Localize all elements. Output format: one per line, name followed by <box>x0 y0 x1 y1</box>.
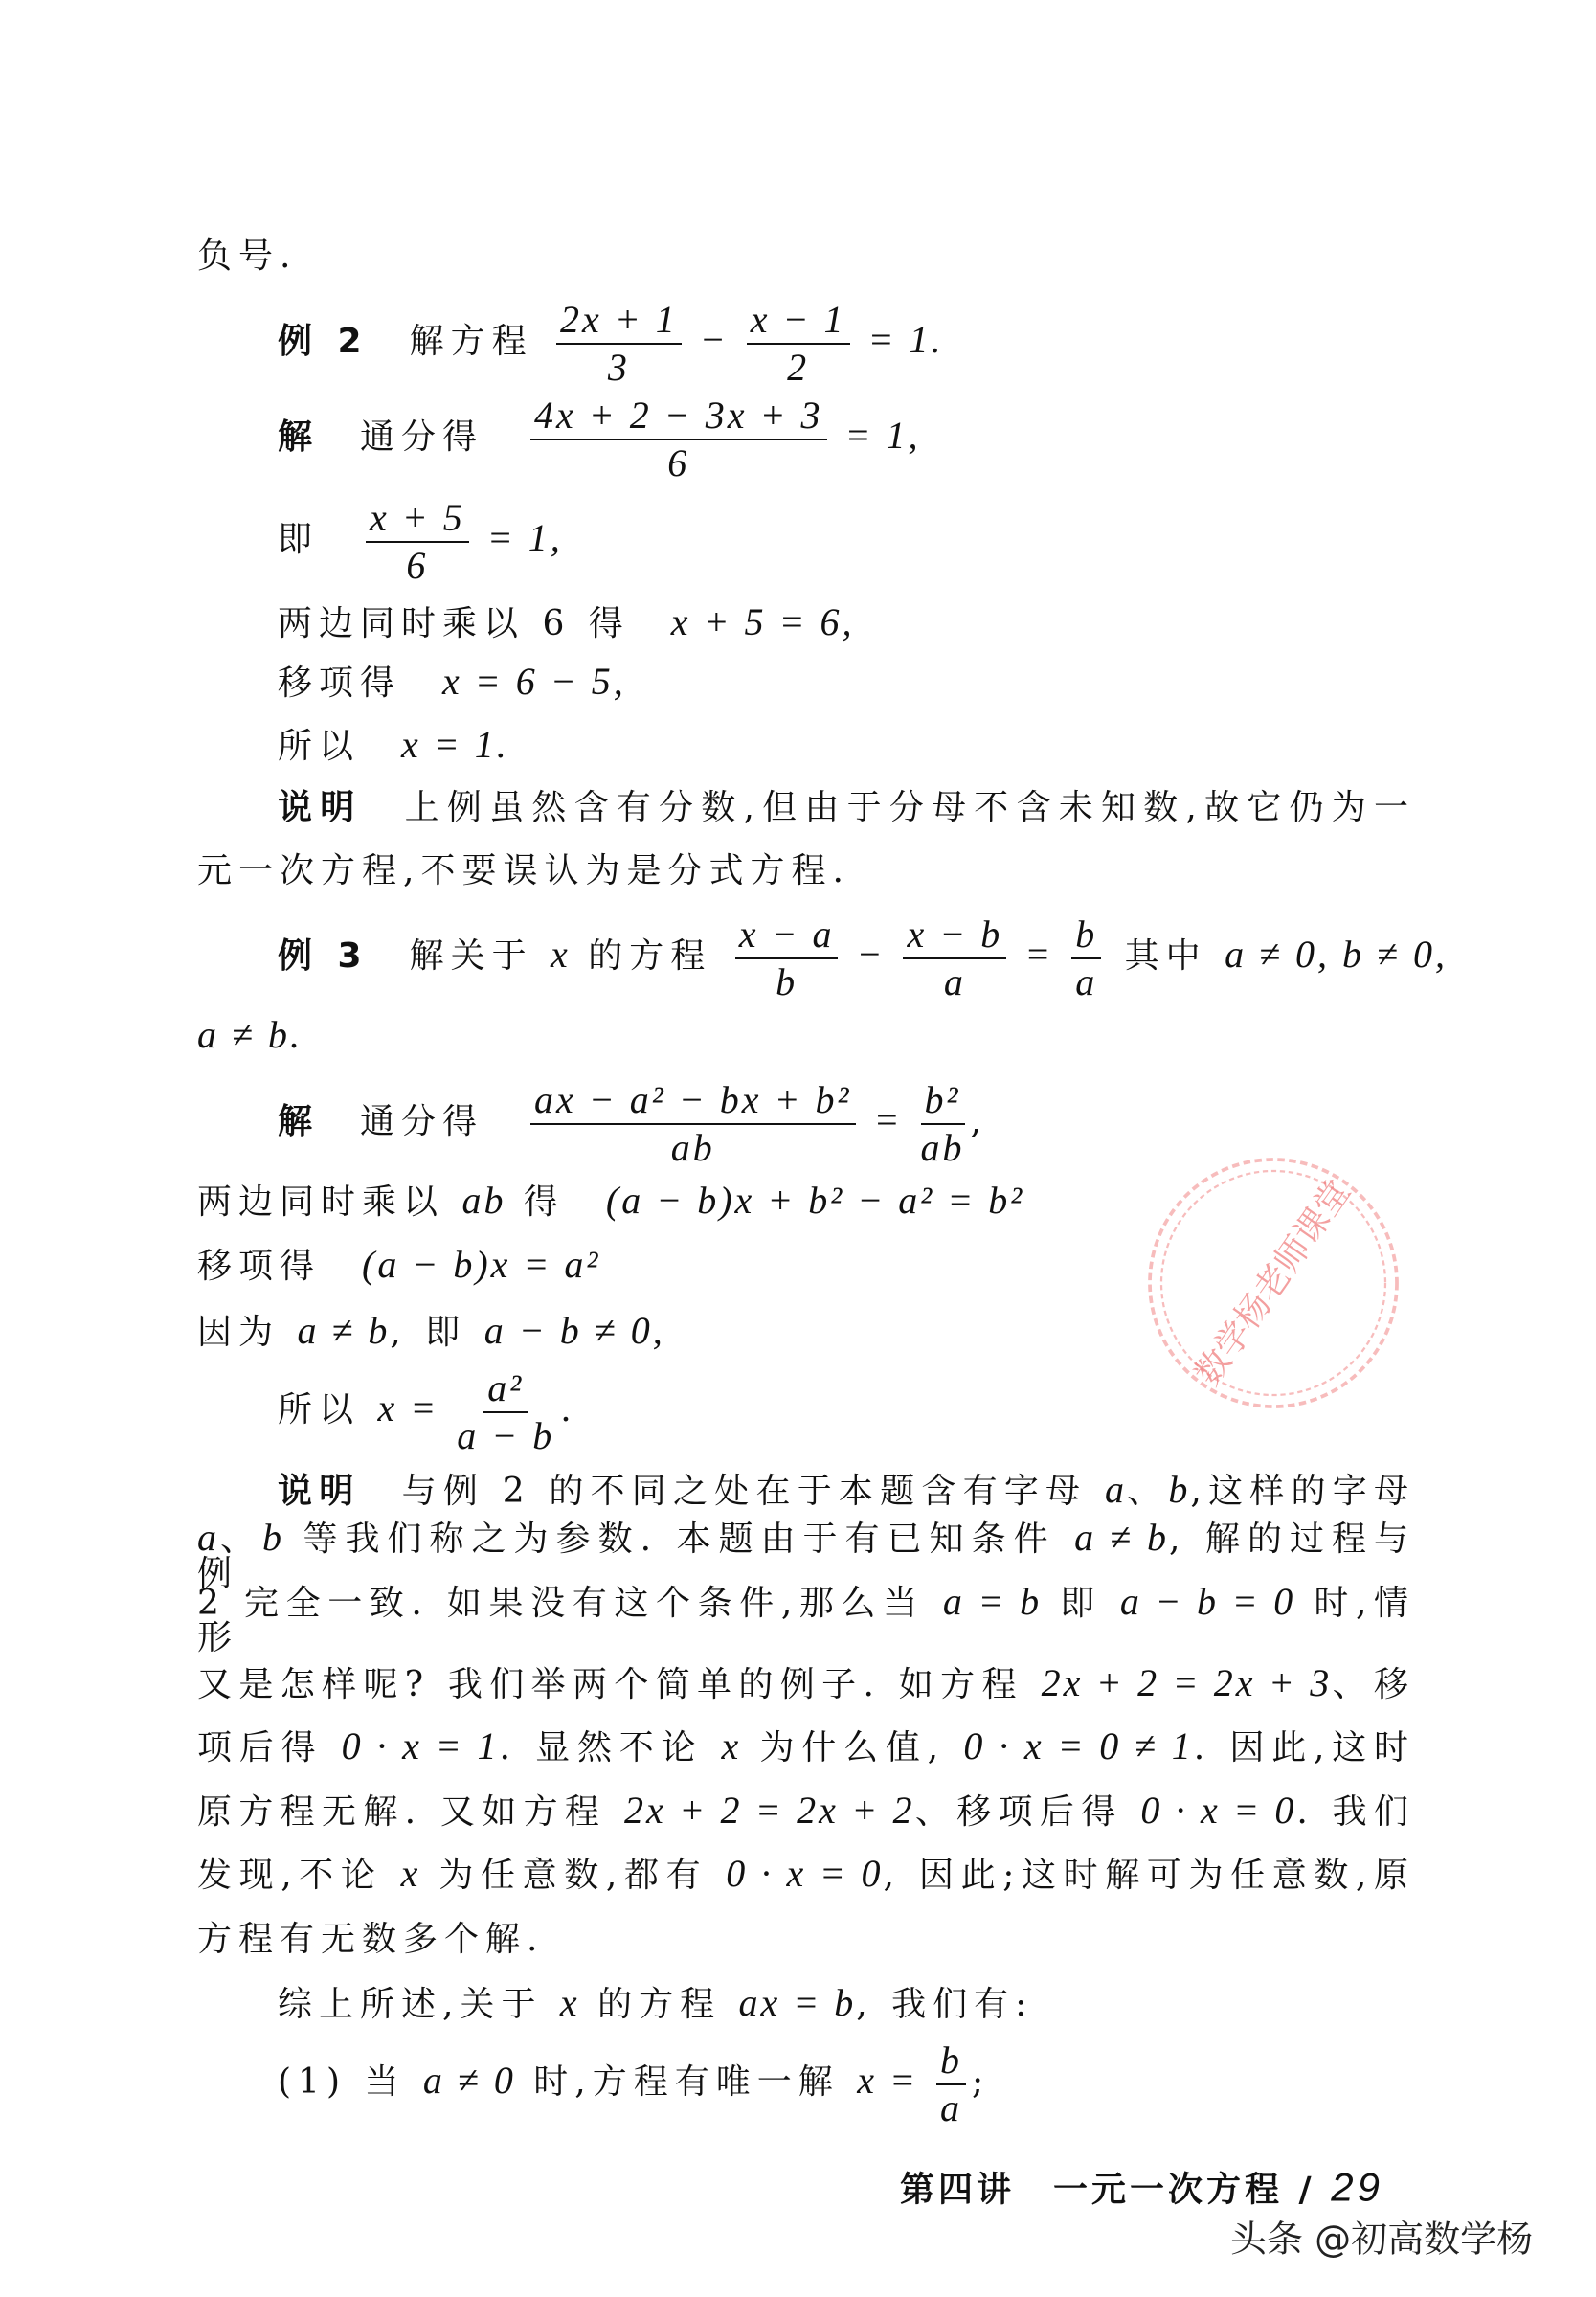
math-expression: ab <box>461 1179 506 1222</box>
bold-label: 说明 <box>278 1472 361 1511</box>
text-run: 、移项后得 <box>914 1792 1141 1832</box>
math-expression: 0 · x = 0 ≠ 1 <box>963 1724 1194 1768</box>
denominator: a <box>939 2086 962 2129</box>
math-expression: x <box>551 933 571 976</box>
text-run: ; <box>971 2062 991 2102</box>
text-line <box>197 1920 545 1959</box>
text-line <box>197 1852 1415 1895</box>
math-expression: x <box>559 1981 580 2024</box>
text-run: 所以 <box>278 1390 378 1430</box>
fraction <box>936 2038 966 2129</box>
math-expression: a − b ≠ 0, <box>483 1309 665 1352</box>
math-expression: (a − b)x = a² <box>362 1243 601 1286</box>
text-line <box>197 1013 303 1056</box>
numerator: a² <box>483 1369 528 1413</box>
math-expression: (a − b)x + b² − a² = b² <box>605 1179 1025 1222</box>
math-expression: b <box>1168 1468 1191 1511</box>
text-line <box>278 723 509 766</box>
text-line <box>278 1366 578 1457</box>
text-line <box>197 1791 1415 1830</box>
denominator: a − b <box>457 1414 555 1457</box>
text-line <box>278 496 563 587</box>
bold-label: 解 <box>278 1102 320 1141</box>
numerator: b² <box>921 1081 965 1125</box>
text-run: . 我们 <box>1296 1792 1415 1832</box>
math-expression: = 1. <box>855 318 944 361</box>
text-run: , 我们有: <box>856 1985 1034 2024</box>
text-line <box>278 912 1448 1003</box>
math-expression: a ≠ b <box>297 1309 391 1352</box>
denominator: 2 <box>787 346 810 389</box>
numerator: b <box>1071 915 1101 959</box>
text-run: . <box>560 1390 578 1430</box>
text-run: 、 <box>219 1520 263 1559</box>
text-run: 得 <box>506 1182 606 1222</box>
text-run: . 因此,这时 <box>1193 1728 1415 1768</box>
source-credit: 头条 @初高数学杨 <box>1230 2218 1534 2261</box>
denominator: 6 <box>667 441 690 484</box>
text-line <box>278 1468 1415 1511</box>
bold-label: 解 <box>278 417 320 457</box>
text-run: 、移 <box>1332 1665 1415 1704</box>
fraction <box>903 912 1006 1003</box>
text-run: 解方程 <box>368 322 551 361</box>
math-expression: − <box>686 318 741 361</box>
text-line <box>278 1981 1034 2024</box>
text-line <box>278 600 855 643</box>
text-run: 综上所述,关于 <box>278 1985 560 2024</box>
text-run: 因为 <box>197 1313 298 1352</box>
math-expression: = 1, <box>474 516 563 559</box>
text-run: 为任意数,都有 <box>420 1856 727 1895</box>
text-run: (1) 当 <box>278 2062 423 2102</box>
text-line <box>278 660 626 703</box>
text-run: 2 完全一致. 如果没有这个条件,那么当 <box>197 1584 943 1623</box>
text-line <box>197 1580 1416 1657</box>
text-line <box>197 1309 665 1352</box>
page-footer <box>900 2163 1383 2212</box>
text-run: 两边同时乘以 <box>197 1182 462 1222</box>
text-run: , 解的过程与例 <box>197 1520 1415 1593</box>
math-expression: 2x + 2 = 2x + 2 <box>624 1789 915 1832</box>
math-expression: 2x + 2 = 2x + 3 <box>1041 1661 1333 1704</box>
text-run: ,这样的字母 <box>1190 1472 1415 1511</box>
text-run: 所以 <box>278 727 402 766</box>
math-expression: a ≠ b. <box>197 1013 303 1056</box>
text-line <box>278 2038 991 2129</box>
math-expression: a ≠ 0 <box>422 2059 516 2102</box>
denominator: 6 <box>406 544 429 587</box>
text-run: 移项得 <box>278 664 443 703</box>
math-expression: 0 · x = 0 <box>1140 1789 1297 1832</box>
numerator: x + 5 <box>366 499 469 543</box>
bold-label: 例 2 <box>278 322 369 361</box>
text-run: 等我们称之为参数. 本题由于有已知条件 <box>284 1520 1075 1559</box>
denominator: b <box>776 960 798 1003</box>
math-expression: = <box>861 1098 915 1141</box>
text-run: 时,方程有唯一解 <box>515 2062 858 2102</box>
text-line <box>278 788 1415 827</box>
denominator: ab <box>920 1126 965 1169</box>
text-run: 通分得 <box>319 1102 526 1141</box>
text-run: 通分得 <box>319 417 526 457</box>
math-expression: x <box>721 1724 742 1768</box>
math-expression: x = 6 − 5, <box>442 660 626 703</box>
text-run: 原方程无解. 又如方程 <box>197 1792 625 1832</box>
text-run: 方程有无数多个解. <box>197 1920 545 1959</box>
text-line <box>197 1243 601 1286</box>
text-run: 与例 2 的不同之处在于本题含有字母 <box>360 1472 1105 1511</box>
denominator: a <box>1075 960 1098 1003</box>
text-run: 的方程 <box>570 936 730 976</box>
bold-label: 说明 <box>278 788 363 827</box>
text-run: 移项得 <box>197 1247 363 1286</box>
text-run: , 因此;这时解可为任意数,原 <box>883 1856 1415 1895</box>
math-expression: a = b <box>942 1580 1043 1623</box>
page-number: 29 <box>1331 2164 1383 2210</box>
math-expression: x = <box>377 1386 452 1430</box>
fraction <box>530 396 826 483</box>
text-line <box>278 1078 988 1169</box>
text-run: 即 <box>278 520 361 559</box>
text-run: 时,情形 <box>197 1584 1416 1657</box>
text-line <box>278 298 944 389</box>
text-run: 发现,不论 <box>197 1856 401 1895</box>
bold-label: 例 3 <box>278 936 369 976</box>
fraction <box>1071 912 1101 1003</box>
text-run: , <box>970 1102 988 1141</box>
text-run: 又是怎样呢? 我们举两个简单的例子. 如方程 <box>197 1665 1042 1704</box>
math-expression: x = 1. <box>401 723 509 766</box>
math-expression: x = <box>857 2059 931 2102</box>
math-expression: 0 · x = 1 <box>341 1724 500 1768</box>
numerator: 4x + 2 − 3x + 3 <box>530 396 826 440</box>
text-run: 的方程 <box>579 1985 739 2024</box>
fraction <box>530 1078 855 1169</box>
text-line <box>197 851 850 890</box>
watermark-text: 数学杨老师课堂 <box>1187 1172 1359 1393</box>
text-run: , 即 <box>390 1313 484 1352</box>
fraction <box>457 1366 555 1457</box>
text-run: 两边同时乘以 6 得 <box>278 604 671 643</box>
fraction <box>556 298 682 389</box>
math-expression: = 1, <box>832 414 921 457</box>
text-run: 负号. <box>197 236 298 276</box>
text-run: 、 <box>1126 1472 1169 1511</box>
fraction <box>920 1078 965 1169</box>
denominator: a <box>943 960 966 1003</box>
numerator: x − 1 <box>747 301 850 345</box>
numerator: x − b <box>903 915 1006 959</box>
math-expression: ax = b <box>738 1981 857 2024</box>
math-expression: a <box>1104 1468 1127 1511</box>
math-expression: a <box>197 1516 219 1559</box>
text-run: 元一次方程,不要误认为是分式方程. <box>197 851 850 890</box>
text-line <box>278 396 921 483</box>
fraction <box>366 496 469 587</box>
math-expression: a ≠ 0, b ≠ 0, <box>1225 933 1448 976</box>
denominator: ab <box>670 1126 715 1169</box>
numerator: x − a <box>735 915 839 959</box>
math-expression: = <box>1012 933 1067 976</box>
text-run: 解关于 <box>368 936 551 976</box>
text-run: 即 <box>1042 1584 1120 1623</box>
text-line <box>197 1724 1415 1768</box>
math-expression: b <box>262 1516 285 1559</box>
math-expression: − <box>843 933 898 976</box>
numerator: ax − a² − bx + b² <box>530 1081 855 1125</box>
text-run: 为什么值, <box>741 1728 964 1768</box>
math-expression: 0 · x = 0 <box>726 1852 884 1895</box>
text-line <box>197 236 298 276</box>
math-expression: a ≠ b <box>1074 1516 1170 1559</box>
denominator: 3 <box>607 346 630 389</box>
numerator: b <box>936 2041 966 2085</box>
watermark-stamp <box>1144 1154 1403 1412</box>
text-run: 其中 <box>1107 936 1225 976</box>
chapter-title: 第四讲 一元一次方程 / <box>900 2170 1315 2210</box>
math-expression: a − b = 0 <box>1119 1580 1296 1623</box>
fraction <box>735 912 839 1003</box>
text-run: 项后得 <box>197 1728 342 1768</box>
fraction <box>747 298 850 389</box>
text-line <box>197 1179 1025 1222</box>
numerator: 2x + 1 <box>556 301 682 345</box>
text-run: . 显然不论 <box>499 1728 722 1768</box>
math-expression: x <box>400 1852 421 1895</box>
math-expression: x + 5 = 6, <box>670 600 855 643</box>
text-line <box>197 1661 1415 1704</box>
text-run: 上例虽然含有分数,但由于分母不含未知数,故它仍为一 <box>362 788 1415 827</box>
